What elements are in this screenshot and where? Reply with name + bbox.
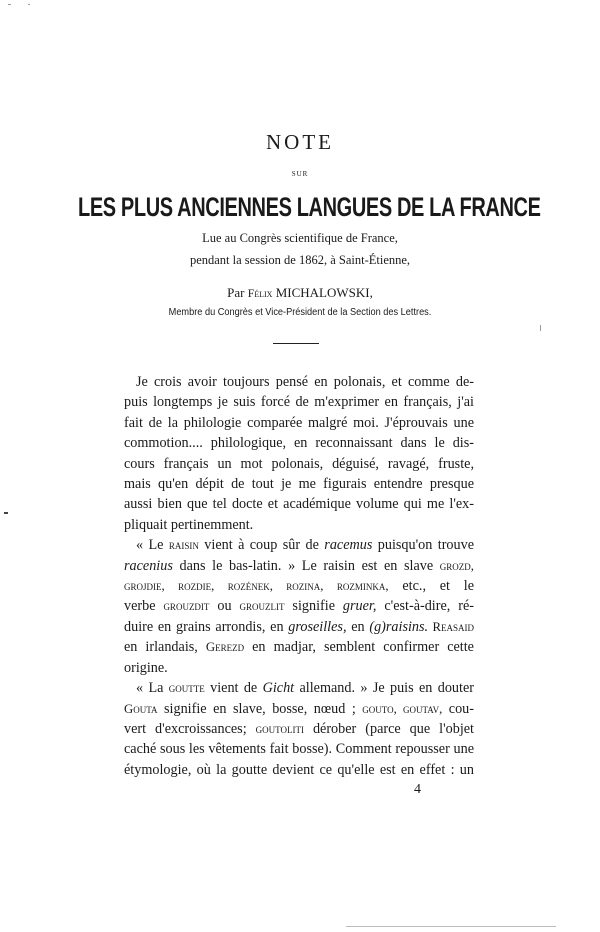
text-line: puis longtemps je suis forcé de m'exprimer en français, j'ai	[124, 394, 474, 411]
text-line	[124, 556, 474, 576]
text-run: puisqu'on trouve	[372, 537, 475, 554]
small-caps-word: grozd,	[439, 558, 474, 573]
text-line	[124, 596, 474, 616]
subtitle-congress: Lue au Congrès scientifique de France,	[202, 231, 398, 245]
small-caps-word: goutoliti	[255, 721, 304, 736]
scan-speck	[4, 512, 8, 514]
text-run: en madjar, semblent confirmer cette	[244, 639, 474, 656]
text-run: « Le	[136, 537, 169, 554]
section-divider	[273, 343, 319, 344]
small-caps-word: grouzlit	[239, 599, 285, 614]
text-run: vient de	[204, 680, 263, 697]
text-run: c'est-à-dire, ré-	[376, 598, 474, 615]
text-line	[124, 576, 474, 596]
italic-word: (g)raisins.	[369, 618, 429, 635]
text-run: signifie en slave, bosse, nœud ;	[157, 700, 363, 717]
note-heading: NOTE	[266, 130, 334, 154]
text-line: commotion.... philologique, en reconnaissant dans le dis-	[124, 435, 474, 452]
text-line	[124, 617, 474, 637]
scan-speck	[8, 4, 11, 5]
text-line	[124, 699, 474, 719]
text-line: Je crois avoir toujours pensé en polonais, et comme de-	[136, 374, 474, 390]
italic-word: racenius	[124, 557, 173, 574]
scan-speck	[28, 4, 30, 5]
small-caps-word: Gouta	[124, 701, 158, 716]
body-text	[124, 372, 474, 780]
text-line: cours français un mot polonais, déguisé, ravagé, fruste,	[124, 455, 474, 472]
italic-word: groseilles,	[288, 618, 347, 635]
text-line	[124, 535, 474, 555]
text-run: en	[346, 618, 370, 635]
text-line: pliquait pertinemment.	[124, 516, 254, 533]
text-run: dans le bas-latin. » Le raisin est en slave	[172, 557, 440, 574]
text-run: ou	[209, 598, 240, 615]
small-caps-word: raisin	[168, 538, 199, 553]
text-run: signifie	[284, 598, 343, 615]
subtitle-session: pendant la session de 1862, à Saint-Étienne,	[189, 253, 411, 267]
text-line	[124, 637, 474, 657]
text-run: allemand. » Je puis en douter	[294, 680, 474, 697]
small-caps-word: grojdie, rozdie, rozének, rozina, rozminka,	[124, 579, 389, 594]
italic-word: gruer,	[342, 598, 377, 615]
text-line: aussi bien que tel docte et académique volume qui me l'ex-	[124, 496, 474, 513]
italic-word: racemus	[324, 537, 373, 554]
text-run: dérober (parce que l'objet	[303, 720, 474, 737]
text-line: origine.	[124, 659, 168, 676]
scan-speck	[346, 926, 556, 927]
sur-label: SUR	[291, 170, 309, 178]
text-line: étymologie, où la goutte devient ce qu'elle est en effet : un	[124, 761, 474, 778]
text-run: vient à coup sûr de	[198, 537, 325, 554]
small-caps-word: Reasaid	[428, 619, 474, 634]
text-line	[124, 719, 474, 739]
text-run: en irlandais,	[124, 639, 206, 656]
author-first-name: Félix	[247, 287, 273, 300]
text-line: fait de la philologie comparée malgré moi. J'éprouvais une	[124, 414, 474, 431]
member-line: Membre du Congrès et Vice-Président de la Section des Lettres.	[168, 307, 432, 318]
text-line: caché sous les vêtements fait bosse). Comment repousser une	[124, 741, 474, 758]
scan-speck	[540, 325, 541, 331]
author-last-name: MICHALOWSKI,	[275, 285, 373, 300]
italic-word: Gicht	[262, 680, 295, 697]
page-number: 4	[414, 782, 421, 797]
small-caps-word: goutte	[168, 681, 205, 696]
text-line: mais qu'en dépit de tout je me figurais entendre presque	[124, 476, 474, 493]
small-caps-word: grouzdit	[163, 599, 210, 614]
text-run: vert d'excroissances;	[124, 720, 256, 737]
small-caps-word: gouto, goutav,	[362, 701, 443, 716]
main-title: LES PLUS ANCIENNES LANGUES DE LA FRANCE	[78, 192, 541, 222]
text-run: duire en grains arrondis, en	[124, 618, 289, 635]
author-prefix: Par	[227, 285, 245, 300]
text-run: « La	[136, 680, 169, 697]
text-run: cou-	[442, 700, 475, 717]
small-caps-word: Gerezd	[205, 640, 245, 655]
author-line	[0, 285, 600, 301]
text-run: verbe	[124, 598, 164, 615]
text-run: etc., et le	[388, 578, 474, 595]
text-line	[124, 678, 474, 698]
